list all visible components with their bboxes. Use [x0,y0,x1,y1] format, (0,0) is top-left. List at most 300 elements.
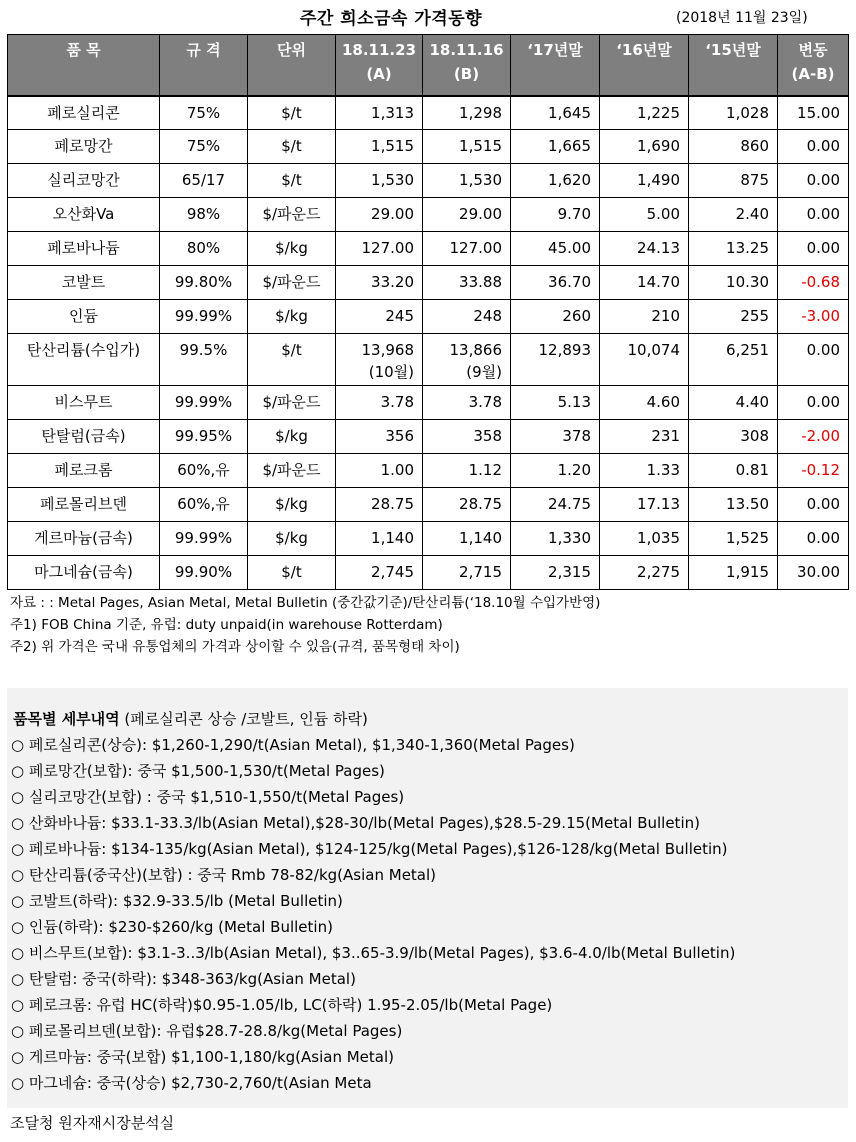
price-change-value: -0.68 [801,273,840,291]
detail-heading-bold: 품목별 세부내역 [13,710,120,728]
notes [10,592,600,658]
item-spec [160,96,248,130]
price-2015-end [689,334,778,386]
price-previous-value: 33.88 [459,273,502,291]
price-previous [423,522,511,556]
price-previous-value: 1,530 [459,171,502,189]
price-change [778,454,849,488]
price-change [778,386,849,420]
price-previous [423,266,511,300]
item-name-value: 페로바나듐 [47,239,120,257]
column-header [511,35,600,96]
price-current [336,420,423,454]
price-2016-end [600,96,689,130]
table-row [8,420,849,454]
note-1: 주1) FOB China 기준, 유럽: duty unpaid(in warehouse Rotterdam) [10,617,443,633]
price-2015-end-value: 2.40 [735,205,769,223]
price-current-value: 1,515 [371,137,414,155]
price-current-value: 33.20 [371,273,414,291]
price-previous [423,454,511,488]
price-2017-end [511,488,600,522]
column-header-label: 변동 [798,41,828,59]
price-2017-end-value: 1,645 [548,103,591,122]
item-spec-value: 60%,유 [177,495,230,513]
table-header-row [8,35,849,96]
item-unit [248,488,336,522]
item-unit [248,266,336,300]
column-header [8,35,160,96]
item-unit-value: $/kg [275,495,308,513]
price-change [778,334,849,386]
price-2017-end [511,232,600,266]
price-2017-end-value: 378 [562,427,591,445]
table-row [8,522,849,556]
item-name [8,420,160,454]
price-2016-end [600,130,689,164]
price-change-value: 0.00 [806,137,840,155]
price-2017-end-value: 36.70 [548,273,591,291]
price-2015-end-value: 10.30 [726,273,769,291]
price-change-value: 15.00 [797,103,840,122]
price-2017-end [511,556,600,590]
note-source: 자료 : : Metal Pages, Asian Metal, Metal Bulletin (중간값기준)/탄산리튬(‘18.10월 수입가반영) [10,595,601,611]
price-previous [423,300,511,334]
item-name [8,556,160,590]
item-spec-value: 99.90% [174,563,233,581]
price-current [336,556,423,590]
item-name-value: 마그네슘(금속) [34,563,133,581]
detail-item: ○ 코발트(하락): $32.9-33.5/lb (Metal Bulletin) [11,892,343,910]
price-change [778,420,849,454]
price-previous-value: 29.00 [459,205,502,223]
price-previous-value: 1,140 [459,529,502,547]
price-2015-end [689,198,778,232]
price-current [336,266,423,300]
price-2017-end-value: 1.20 [557,461,591,479]
price-2016-end-value: 2,275 [637,563,680,581]
column-header-label: ‘17년말 [527,41,583,59]
price-current [336,198,423,232]
price-change-value: 30.00 [797,563,840,581]
table-row [8,334,849,386]
column-header [600,35,689,96]
item-unit [248,232,336,266]
price-current-value: 3.78 [380,393,414,411]
report-date: (2018년 11월 23일) [676,10,808,26]
price-2017-end-value: 1,620 [548,171,591,189]
table-row [8,556,849,590]
item-unit [248,522,336,556]
price-current [336,334,423,386]
price-2016-end [600,232,689,266]
price-change [778,300,849,334]
item-unit-value: $/t [281,137,302,155]
price-previous-value: 248 [473,307,502,325]
item-name [8,164,160,198]
column-header-label: ‘15년말 [705,41,761,59]
price-current-value: 1,530 [371,171,414,189]
item-unit [248,386,336,420]
item-spec-value: 75% [186,137,221,155]
price-2015-end-value: 13.25 [726,239,769,257]
price-current-value: 2,745 [371,563,414,581]
item-spec [160,454,248,488]
price-change-value: -0.12 [801,461,840,479]
price-2017-end-value: 24.75 [548,495,591,513]
item-spec-value: 98% [186,205,221,223]
item-spec-value: 60%,유 [177,461,230,479]
item-name-value: 실리코망간 [47,171,120,189]
price-2015-end-value: 875 [740,171,769,189]
detail-heading [13,708,368,729]
item-spec [160,522,248,556]
price-2017-end [511,386,600,420]
table-body [8,96,849,590]
item-unit-value: $/kg [275,239,308,257]
item-spec [160,488,248,522]
item-spec [160,300,248,334]
item-unit [248,130,336,164]
price-2017-end [511,300,600,334]
table-row [8,454,849,488]
price-2016-end [600,334,689,386]
item-name [8,96,160,130]
price-previous [423,386,511,420]
detail-item: ○ 페로바나듐: $134-135/kg(Asian Metal), $124-125/kg(Metal Pages),$126-128/kg(Metal Bulletin) [11,840,728,858]
price-current [336,454,423,488]
price-2016-end [600,454,689,488]
item-spec [160,130,248,164]
item-unit-value: $/t [281,171,302,189]
item-spec-value: 99.99% [174,393,233,411]
price-previous-value: 3.78 [468,393,502,411]
column-header-label: 단위 [277,41,306,59]
price-change-value: 0.00 [806,239,840,257]
item-unit [248,198,336,232]
item-spec [160,266,248,300]
price-current-value: 1,313 [371,103,414,122]
price-previous-value: 28.75 [459,495,502,513]
price-2016-end-value: 1,690 [637,137,680,155]
column-header-sublabel: (A) [366,65,392,83]
item-unit-value: $/파운드 [262,205,321,223]
price-change [778,522,849,556]
column-header-sublabel: (B) [453,65,480,83]
price-previous-value: 1,298 [459,103,502,122]
price-2017-end-value: 5.13 [557,393,591,411]
price-2016-end-value: 17.13 [637,495,680,513]
price-2015-end-value: 1,915 [726,563,769,581]
price-previous [423,164,511,198]
price-change [778,198,849,232]
price-current [336,300,423,334]
price-2017-end [511,454,600,488]
item-spec [160,164,248,198]
price-current-value: 13,968 [361,341,414,359]
item-unit-value: $/파운드 [262,273,321,291]
price-previous [423,130,511,164]
price-change-value: 0.00 [806,393,840,411]
price-2015-end [689,300,778,334]
detail-item: ○ 탄산리튬(중국산)(보합) : 중국 Rmb 78-82/kg(Asian Metal) [11,866,437,884]
detail-item: ○ 마그네슘: 중국(상승) $2,730-2,760/t(Asian Meta [11,1074,372,1092]
price-2017-end-value: 9.70 [557,205,591,223]
price-2015-end [689,522,778,556]
price-2016-end-value: 210 [651,307,680,325]
price-previous-value: 1,515 [459,137,502,155]
price-2015-end [689,386,778,420]
price-current-value: 356 [385,427,414,445]
item-name-value: 탄탈럼(금속) [41,427,126,445]
table-row [8,266,849,300]
detail-item: ○ 페로크롬: 유럽 HC(하락)$0.95-1.05/lb, LC(하락) 1.95-2.05/lb(Metal Page) [11,996,553,1014]
item-name-value: 게르마늄(금속) [34,529,133,547]
price-2017-end [511,522,600,556]
item-name [8,488,160,522]
price-2016-end [600,522,689,556]
price-2015-end-value: 4.40 [735,393,769,411]
price-2017-end-value: 1,665 [548,137,591,155]
item-name-value: 페로망간 [54,137,113,155]
price-current [336,96,423,130]
item-spec-value: 99.99% [174,307,233,325]
price-change [778,266,849,300]
item-unit-value: $/t [281,341,302,359]
price-2015-end [689,488,778,522]
price-change-value: -3.00 [801,307,840,325]
item-unit-value: $/kg [275,307,308,325]
price-2016-end-value: 231 [651,427,680,445]
detail-item: ○ 실리코망간(보합) : 중국 $1,510-1,550/t(Metal Pages) [11,788,405,806]
note-2: 주2) 위 가격은 국내 유통업체의 가격과 상이할 수 있음(규격, 품목형태 차이) [10,639,460,655]
price-current-value: 1.00 [380,461,414,479]
price-2015-end-value: 0.81 [735,461,769,479]
price-2016-end-value: 1,035 [637,529,680,547]
item-spec-value: 99.99% [174,529,233,547]
price-change [778,164,849,198]
item-spec [160,198,248,232]
item-name [8,454,160,488]
detail-item: ○ 탄탈럼: 중국(하락): $348-363/kg(Asian Metal) [11,970,356,988]
item-spec [160,334,248,386]
column-header [160,35,248,96]
price-current-period: (10월) [368,363,414,381]
price-2015-end-value: 308 [740,427,769,445]
item-spec [160,386,248,420]
item-name [8,334,160,386]
item-name [8,266,160,300]
item-name-value: 페로실리콘 [47,103,120,122]
detail-heading-rest: (페로실리콘 상승 /코발트, 인듐 하락) [119,710,368,728]
table-row [8,386,849,420]
price-2015-end [689,164,778,198]
price-change-value: 0.00 [806,529,840,547]
table-row [8,488,849,522]
price-previous-value: 127.00 [449,239,502,257]
price-current [336,522,423,556]
item-unit [248,454,336,488]
price-2015-end [689,556,778,590]
detail-item: ○ 게르마늄: 중국(보합) $1,100-1,180/kg(Asian Metal) [11,1048,394,1066]
table-row [8,130,849,164]
item-unit [248,164,336,198]
item-name-value: 페로크롬 [54,461,113,479]
price-2015-end [689,232,778,266]
price-change-value: 0.00 [806,205,840,223]
price-2016-end-value: 4.60 [646,393,680,411]
detail-item: ○ 페로망간(보합): 중국 $1,500-1,530/t(Metal Pages) [11,762,385,780]
price-2016-end [600,164,689,198]
item-unit [248,96,336,130]
price-change-value: 0.00 [806,341,840,359]
price-current [336,164,423,198]
detail-box [7,688,848,1108]
price-current-value: 29.00 [371,205,414,223]
price-2015-end-value: 13.50 [726,495,769,513]
price-2016-end [600,266,689,300]
price-previous-value: 358 [473,427,502,445]
price-previous [423,334,511,386]
price-2015-end [689,96,778,130]
price-2016-end [600,556,689,590]
table-row [8,164,849,198]
footer-source: 조달청 원자재시장분석실 [10,1114,175,1132]
item-unit-value: $/t [281,103,302,122]
price-previous-value: 13,866 [449,341,502,359]
price-table [7,34,849,590]
price-change-value: 0.00 [806,495,840,513]
price-previous [423,96,511,130]
table-row [8,198,849,232]
price-change [778,488,849,522]
item-unit-value: $/파운드 [262,393,321,411]
price-2015-end-value: 1,525 [726,529,769,547]
item-name [8,522,160,556]
item-unit-value: $/kg [275,427,308,445]
column-header-label: 18.11.16 [429,41,504,59]
price-2015-end-value: 860 [740,137,769,155]
price-2017-end [511,130,600,164]
price-change [778,232,849,266]
price-current-value: 245 [385,307,414,325]
detail-list [11,734,735,1098]
price-2017-end-value: 45.00 [548,239,591,257]
price-2016-end-value: 1,225 [637,103,680,122]
item-name [8,198,160,232]
item-name-value: 코발트 [61,273,106,291]
detail-item: ○ 페로실리콘(상승): $1,260-1,290/t(Asian Metal), $1,340-1,360(Metal Pages) [11,736,575,754]
item-spec-value: 80% [186,239,221,257]
item-spec [160,232,248,266]
item-name [8,300,160,334]
price-2015-end [689,454,778,488]
item-unit [248,556,336,590]
column-header [778,35,849,96]
item-spec-value: 99.5% [179,341,228,359]
price-2015-end-value: 6,251 [726,341,769,359]
detail-item: ○ 비스무트(보합): $3.1-3..3/lb(Asian Metal), $3..65-3.9/lb(Metal Pages), $3.6-4.0/lb(Metal Bulletin) [11,944,736,962]
price-previous-value: 1.12 [468,461,502,479]
price-current [336,386,423,420]
price-2016-end [600,300,689,334]
item-spec [160,420,248,454]
price-2016-end-value: 14.70 [637,273,680,291]
price-current [336,130,423,164]
price-2015-end [689,420,778,454]
item-spec-value: 75% [186,103,221,122]
price-2017-end [511,96,600,130]
table-row [8,300,849,334]
price-current-value: 28.75 [371,495,414,513]
price-2016-end [600,420,689,454]
item-unit-value: $/파운드 [262,461,321,479]
item-spec-value: 99.95% [174,427,233,445]
price-2017-end-value: 12,893 [538,341,591,359]
item-unit [248,334,336,386]
table-row [8,96,849,130]
price-2017-end-value: 260 [562,307,591,325]
item-name-value: 비스무트 [54,393,113,411]
detail-item: ○ 산화바나듐: $33.1-33.3/lb(Asian Metal),$28-30/lb(Metal Pages),$28.5-29.15(Metal Bulletin) [11,814,700,832]
column-header-label: ‘16년말 [616,41,672,59]
price-2017-end [511,266,600,300]
price-current-value: 1,140 [371,529,414,547]
price-2016-end-value: 5.00 [646,205,680,223]
column-header [689,35,778,96]
column-header-sublabel: (A-B) [791,65,835,83]
price-previous [423,232,511,266]
item-name-value: 페로몰리브덴 [40,495,127,513]
column-header-label: 품 목 [66,41,101,59]
price-2016-end [600,198,689,232]
price-previous-period: (9월) [466,363,502,381]
price-previous [423,488,511,522]
item-spec-value: 99.80% [174,273,233,291]
column-header [248,35,336,96]
price-change-value: -2.00 [801,427,840,445]
price-change-value: 0.00 [806,171,840,189]
item-spec-value: 65/17 [181,171,226,189]
price-2017-end-value: 2,315 [548,563,591,581]
price-change [778,96,849,130]
item-name [8,130,160,164]
price-2016-end [600,386,689,420]
price-previous [423,420,511,454]
item-unit [248,420,336,454]
page-title: 주간 희소금속 가격동향 [300,9,483,29]
price-2015-end [689,130,778,164]
price-current [336,232,423,266]
item-name-value: 탄산리튬(수입가) [26,341,141,359]
item-unit-value: $/t [281,563,302,581]
column-header [423,35,511,96]
price-change [778,130,849,164]
detail-item: ○ 페로몰리브덴(보합): 유럽$28.7-28.8/kg(Metal Pages) [11,1022,403,1040]
price-2016-end [600,488,689,522]
price-2017-end-value: 1,330 [548,529,591,547]
price-current [336,488,423,522]
price-current-value: 127.00 [361,239,414,257]
title-bar [0,0,856,34]
price-2015-end [689,266,778,300]
price-2016-end-value: 24.13 [637,239,680,257]
item-name-value: 오산화Va [52,205,115,223]
item-unit-value: $/kg [275,529,308,547]
item-name-value: 인듐 [69,307,98,325]
table-row [8,232,849,266]
price-previous-value: 2,715 [459,563,502,581]
item-name [8,232,160,266]
